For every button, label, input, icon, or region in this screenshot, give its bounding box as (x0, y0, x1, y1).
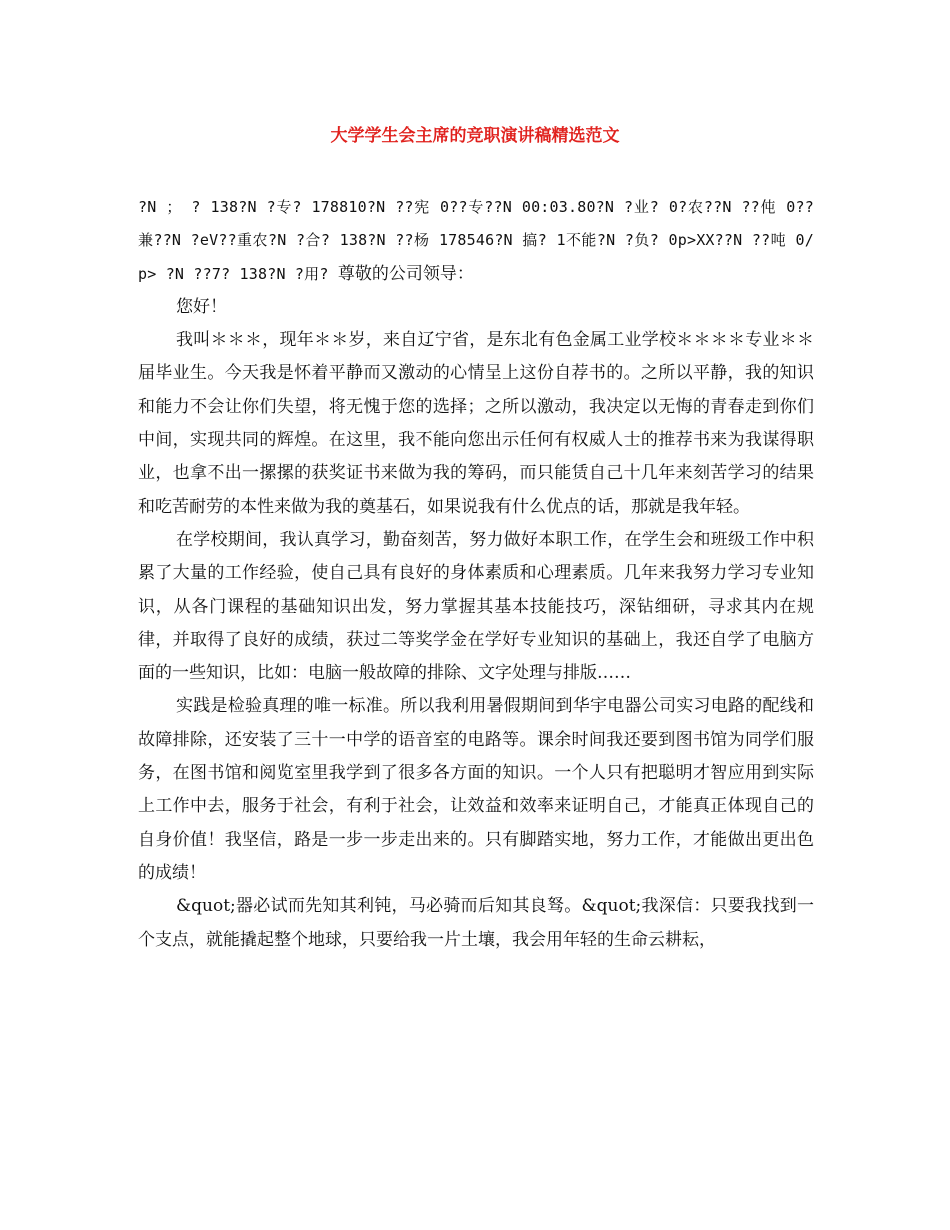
salutation-text: 尊敬的公司领导： (337, 263, 474, 284)
document-title: 大学学生会主席的竞职演讲稿精选范文 (330, 126, 620, 146)
paragraph-2: 在学校期间，我认真学习，勤奋刻苦，努力做好本职工作，在学生会和班级工作中积累了大量的工作经验，使自己具有良好的身体素质和心理素质。几年来我努力学习专业知识，从各门课程的基础知识出发，努力掌握其基本技能技巧，深钻细研，寻求其内在规律，并取得了良好的成绩，获过二等奖学金在学好专业知识的基础上，我还自学了电脑方面的一些知识，比如：电脑一般故障的排除、文字处理与排版…… (138, 529, 814, 684)
document-body (138, 191, 814, 957)
paragraph-3: 实践是检验真理的唯一标准。所以我利用暑假期间到华宇电器公司实习电路的配线和故障排除，还安装了三十一中学的语音室的电路等。课余时间我还要到图书馆为同学们服务，在图书馆和阅览室里我学到了很多各方面的知识。一个人只有把聪明才智应用到实际上工作中去，服务于社会，有利于社会，让效益和效率来证明自己，才能真正体现自己的自身价值！我坚信，路是一步一步走出来的。只有脚踏实地，努力工作，才能做出更出色的成绩！ (138, 696, 814, 883)
greeting-text: 您好！ (176, 296, 227, 317)
paragraph-4: &quot;器必试而先知其利钝，马必骑而后知其良驽。&quot;我深信：只要我找到一个支点，就能撬起整个地球，只要给我一片土壤，我会用年轻的生命云耕耘， (138, 896, 814, 950)
paragraph-1: 我叫＊＊＊，现年＊＊岁，来自辽宁省，是东北有色金属工业学校＊＊＊＊专业＊＊届毕业生。今天我是怀着平静而又激动的心情呈上这份自荐书的。之所以平静，我的知识和能力不会让你们失望，将无愧于您的选择；之所以激动，我决定以无悔的青春走到你们中间，实现共同的辉煌。在这里，我不能向您出示任何有权威人士的推荐书来为我谋得职业，也拿不出一摞摞的获奖证书来做为我的筹码，而只能赁自己十几年来刻苦学习的结果和吃苦耐劳的本性来做为我的奠基石，如果说我有什么优点的话，那就是我年轻。 (138, 330, 814, 517)
header-line (138, 191, 814, 291)
garbled-header-text: ?N ； ? 138?N ?专? 178810?N ??宪 0??专??N 00:03.80?N ?业? 0?农??N ??伅 0??兼??N ?eV??重农?N ?合? 138?N ??杨 178546?N 搞? 1不能?N ?负? 0p>XX??N ??吨 0/p> ?N ??7? 138?N ?用? (138, 198, 814, 283)
